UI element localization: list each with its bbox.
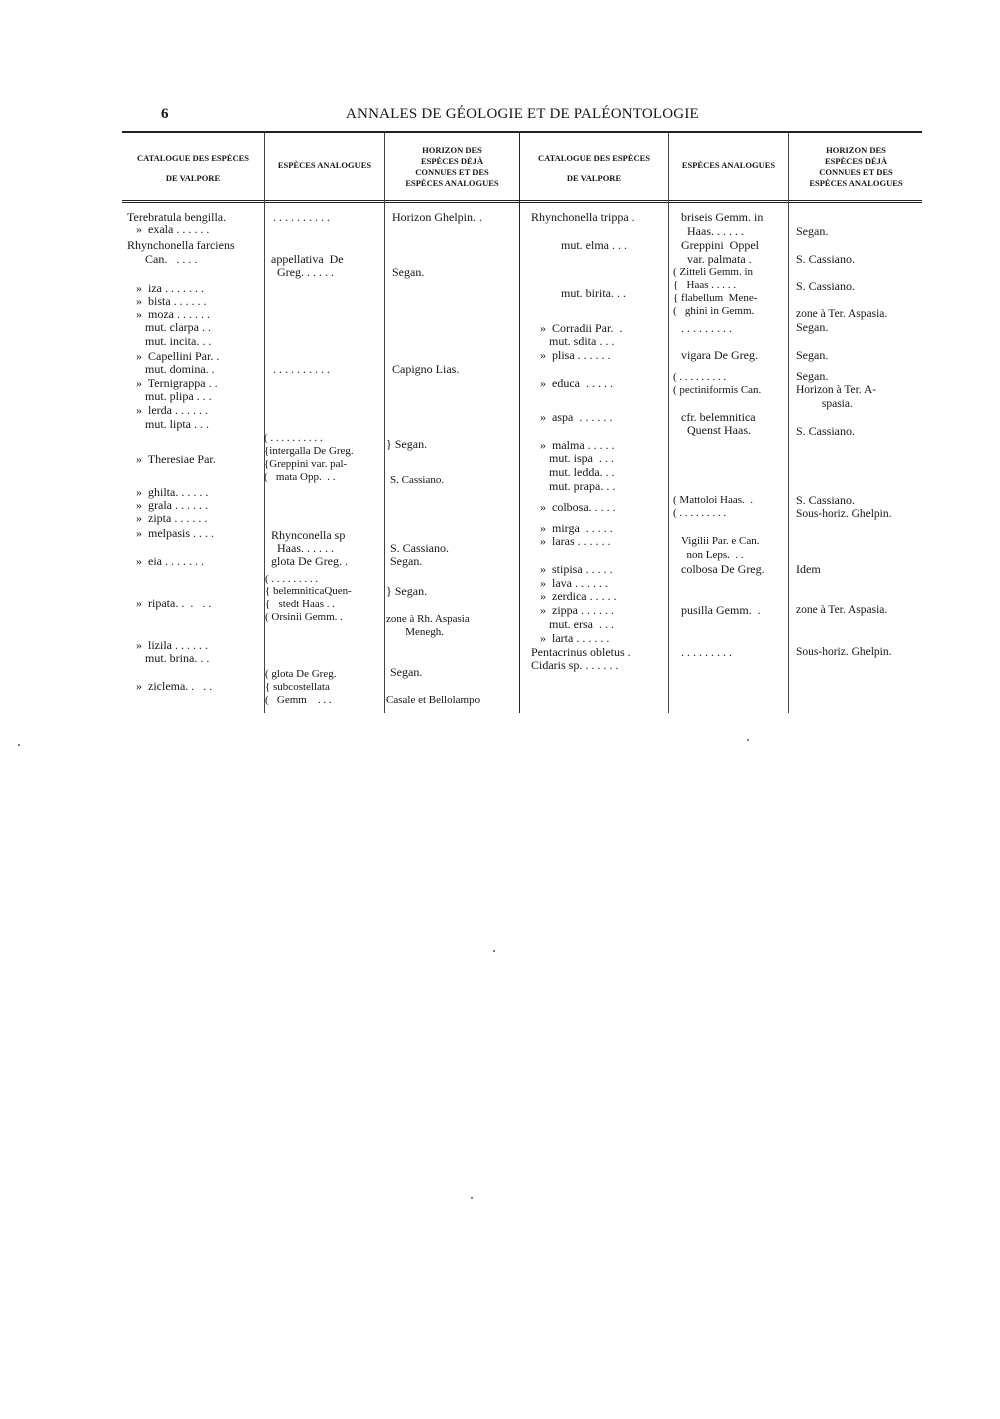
header-line: CONNUES ET DES bbox=[415, 167, 489, 177]
catalogue-entry: mut. clarpa . . bbox=[127, 320, 211, 334]
running-title: ANNALES DE GÉOLOGIE ET DE PALÉONTOLOGIE bbox=[346, 106, 699, 122]
column-header-horizon bbox=[385, 138, 519, 196]
analogue-entry: ( Mattoloi Haas. . bbox=[673, 494, 754, 506]
catalogue-entry: » moza . . . . . . bbox=[127, 307, 210, 321]
catalogue-entry: » Capellini Par. . bbox=[127, 349, 220, 363]
analogue-entry: vigara De Greg. bbox=[681, 348, 758, 362]
analogue-entry: Quenst Haas. bbox=[681, 423, 751, 437]
analogue-entry: {intergalla De Greg. bbox=[264, 445, 354, 457]
catalogue-entry: » grala . . . . . . bbox=[127, 498, 208, 512]
analogue-entry: { belemniticaQuen- bbox=[265, 585, 352, 597]
scan-speck bbox=[493, 950, 495, 952]
scan-speck bbox=[471, 1197, 473, 1199]
catalogue-entry: mut. sdita . . . bbox=[531, 334, 615, 348]
catalogue-entry: » malma . . . . . bbox=[531, 438, 615, 452]
catalogue-entry: » exala . . . . . . bbox=[127, 222, 210, 236]
column-divider bbox=[384, 133, 385, 713]
catalogue-entry: mut. prapa. . . bbox=[531, 479, 616, 493]
catalogue-entry: mut. ersa . . . bbox=[531, 617, 614, 631]
analogue-entry: ( . . . . . . . . . bbox=[673, 507, 727, 519]
analogue-entry: . . . . . . . . . . bbox=[273, 210, 330, 224]
catalogue-entry: » laras . . . . . . bbox=[531, 534, 611, 548]
analogue-entry: pusilla Gemm. . bbox=[681, 603, 761, 617]
header-line: ESPÈCES ANALOGUES bbox=[809, 178, 903, 188]
horizon-entry: Segan. bbox=[796, 348, 829, 362]
catalogue-entry: » Ternigrappa . . bbox=[127, 376, 218, 390]
catalogue-entry: » lava . . . . . . bbox=[531, 576, 608, 590]
catalogue-entry: » mirga . . . . . bbox=[531, 521, 613, 535]
horizon-entry: Segan. bbox=[390, 665, 423, 679]
horizon-entry: Horizon à Ter. A- bbox=[796, 384, 877, 396]
scan-speck bbox=[18, 744, 20, 746]
horizon-entry: } Segan. bbox=[386, 584, 428, 598]
analogue-entry: { flabellum Mene- bbox=[673, 292, 758, 304]
horizon-entry: S. Cassiano. bbox=[796, 279, 856, 293]
catalogue-entry: mut. domina. . bbox=[127, 362, 215, 376]
column-header-horizon bbox=[789, 138, 923, 196]
catalogue-entry: » bista . . . . . . bbox=[127, 294, 207, 308]
horizon-entry: zone à Rh. Aspasia bbox=[386, 613, 470, 625]
analogue-entry: ( ghini in Gemm. bbox=[673, 305, 755, 317]
catalogue-entry: Cidaris sp. . . . . . . bbox=[531, 658, 619, 672]
catalogue-entry: mut. lipta . . . bbox=[127, 417, 209, 431]
analogue-entry: . . . . . . . . . bbox=[681, 321, 732, 335]
catalogue-entry: » Corradii Par. . bbox=[531, 321, 623, 335]
catalogue-entry: » zipta . . . . . . bbox=[127, 511, 208, 525]
catalogue-entry: » plisa . . . . . . bbox=[531, 348, 611, 362]
horizon-entry: Menegh. bbox=[386, 626, 445, 638]
header-line: DE VALPORE bbox=[165, 172, 221, 183]
header-line: HORIZON DES bbox=[422, 145, 482, 155]
analogue-entry: ( pectiniformis Can. bbox=[673, 384, 762, 396]
scan-speck bbox=[747, 739, 749, 741]
top-rule bbox=[122, 131, 922, 133]
catalogue-entry: Can. . . . . bbox=[127, 252, 198, 266]
horizon-entry: S. Cassiano. bbox=[796, 424, 856, 438]
catalogue-entry: » Theresiae Par. bbox=[127, 452, 216, 466]
catalogue-entry: Rhynchonella trippa . bbox=[531, 210, 635, 224]
analogue-entry: cfr. belemnitica bbox=[681, 410, 756, 424]
catalogue-entry: » colbosa. . . . . bbox=[531, 500, 616, 514]
catalogue-entry: » ripata. . . . . bbox=[127, 596, 212, 610]
catalogue-entry: » educa . . . . . bbox=[531, 376, 613, 390]
header-line: DE VALPORE bbox=[566, 172, 622, 183]
analogue-entry: appellativa De bbox=[271, 252, 344, 266]
column-header-analogues bbox=[669, 140, 788, 190]
column-header-catalogue bbox=[122, 140, 264, 196]
analogue-entry: Greg. . . . . . bbox=[271, 265, 334, 279]
horizon-entry: Idem bbox=[796, 562, 821, 576]
catalogue-entry: mut. brina. . . bbox=[127, 651, 210, 665]
analogue-entry: ( Zitteli Gemm. in bbox=[673, 266, 754, 278]
catalogue-entry: » ziclema. . . . bbox=[127, 679, 213, 693]
horizon-entry: Sous-horiz. Ghelpin. bbox=[796, 508, 892, 520]
horizon-entry: S. Cassiano. bbox=[390, 541, 450, 555]
horizon-entry: S. Cassiano. bbox=[796, 252, 856, 266]
catalogue-entry: » lizila . . . . . . bbox=[127, 638, 208, 652]
catalogue-entry: Rhynchonella farciens bbox=[127, 238, 235, 252]
analogue-entry: Rhynconella sp bbox=[271, 528, 346, 542]
catalogue-entry: mut. elma . . . bbox=[531, 238, 627, 252]
header-line: ESPÈCES ANALOGUES bbox=[277, 159, 372, 170]
horizon-entry: } Segan. bbox=[386, 437, 428, 451]
horizon-entry: spasia. bbox=[796, 398, 853, 410]
analogue-entry: { stedt Haas . . bbox=[265, 598, 336, 610]
catalogue-entry: » zippa . . . . . . bbox=[531, 603, 614, 617]
catalogue-entry: » lerda . . . . . . bbox=[127, 403, 208, 417]
analogue-entry: glota De Greg. . bbox=[271, 554, 348, 568]
catalogue-entry: mut. ledda. . . bbox=[531, 465, 615, 479]
column-header-analogues bbox=[265, 140, 384, 190]
column-divider bbox=[519, 133, 520, 713]
catalogue-entry: » larta . . . . . . bbox=[531, 631, 610, 645]
catalogue-entry: » zerdica . . . . . bbox=[531, 589, 617, 603]
analogue-entry: ( mata Opp. . . bbox=[264, 471, 336, 483]
analogue-entry: ( Orsinii Gemm. . bbox=[265, 611, 343, 623]
header-line: ESPÈCES ANALOGUES bbox=[681, 159, 776, 170]
catalogue-entry: » iza . . . . . . . bbox=[127, 281, 204, 295]
analogue-entry: { Haas . . . . . bbox=[673, 279, 737, 291]
horizon-entry: Segan. bbox=[796, 224, 829, 238]
analogue-entry: . . . . . . . . . bbox=[681, 645, 732, 659]
analogue-entry: ( . . . . . . . . . bbox=[673, 371, 727, 383]
horizon-entry: S. Cassiano. bbox=[796, 493, 856, 507]
horizon-entry: zone à Ter. Aspasia. bbox=[796, 308, 888, 320]
analogue-entry: { subcostellata bbox=[265, 681, 330, 693]
analogue-entry: {Greppini var. pal- bbox=[264, 458, 348, 470]
column-divider bbox=[788, 133, 789, 713]
catalogue-entry: » aspa . . . . . . bbox=[531, 410, 613, 424]
horizon-entry: Segan. bbox=[392, 265, 425, 279]
header-line: CATALOGUE DES ESPÈCES bbox=[537, 152, 651, 163]
column-divider bbox=[668, 133, 669, 713]
horizon-entry: Segan. bbox=[796, 320, 829, 334]
horizon-entry: Segan. bbox=[796, 369, 829, 383]
header-line: ESPÈCES DÉJÀ bbox=[824, 156, 888, 166]
column-header-catalogue bbox=[520, 140, 668, 196]
analogue-entry: Vigilii Par. e Can. bbox=[681, 535, 760, 547]
catalogue-entry: mut. plipa . . . bbox=[127, 389, 212, 403]
analogue-entry: briseis Gemm. in bbox=[681, 210, 764, 224]
catalogue-entry: Pentacrinus obletus . bbox=[531, 645, 631, 659]
header-line: CONNUES ET DES bbox=[819, 167, 893, 177]
horizon-entry: Sous-horiz. Ghelpin. bbox=[796, 646, 892, 658]
catalogue-entry: » eia . . . . . . . bbox=[127, 554, 204, 568]
horizon-entry: Horizon Ghelpin. . bbox=[392, 210, 482, 224]
catalogue-entry: Terebratula bengilla. bbox=[127, 210, 227, 224]
catalogue-entry: mut. ispa . . . bbox=[531, 451, 614, 465]
page-number: 6 bbox=[161, 106, 169, 122]
horizon-entry: zone à Ter. Aspasia. bbox=[796, 604, 888, 616]
horizon-entry: Segan. bbox=[390, 554, 423, 568]
header-line: ESPÈCES ANALOGUES bbox=[405, 178, 499, 188]
horizon-entry: S. Cassiano. bbox=[390, 474, 445, 486]
analogue-entry: Haas. . . . . . bbox=[271, 541, 334, 555]
horizon-entry: Capigno Lias. bbox=[392, 362, 460, 376]
catalogue-entry: » stipisa . . . . . bbox=[531, 562, 613, 576]
analogue-entry: ( . . . . . . . . . bbox=[265, 573, 319, 585]
analogue-entry: ( . . . . . . . . . . bbox=[264, 432, 323, 444]
catalogue-entry: » ghilta. . . . . . bbox=[127, 485, 209, 499]
header-rule bbox=[122, 200, 922, 201]
catalogue-entry: mut. birita. . . bbox=[531, 286, 626, 300]
analogue-entry: ( glota De Greg. bbox=[265, 668, 337, 680]
column-divider bbox=[264, 133, 265, 713]
analogue-entry: Greppini Oppel bbox=[681, 238, 759, 252]
analogue-entry: Haas. . . . . . bbox=[681, 224, 744, 238]
analogue-entry: non Leps. . . bbox=[681, 549, 744, 561]
analogue-entry: . . . . . . . . . . bbox=[273, 362, 330, 376]
header-rule-2 bbox=[122, 202, 922, 203]
header-line: CATALOGUE DES ESPÈCES bbox=[136, 152, 250, 163]
analogue-entry: colbosa De Greg. bbox=[681, 562, 765, 576]
analogue-entry: var. palmata . bbox=[681, 252, 752, 266]
analogue-entry: ( Gemm . . . bbox=[265, 694, 332, 706]
header-line: HORIZON DES bbox=[826, 145, 886, 155]
catalogue-entry: » melpasis . . . . bbox=[127, 526, 214, 540]
header-line: ESPÈCES DÉJÀ bbox=[420, 156, 484, 166]
horizon-entry: Casale et Bellolampo bbox=[386, 694, 481, 706]
catalogue-entry: mut. incita. . . bbox=[127, 334, 212, 348]
